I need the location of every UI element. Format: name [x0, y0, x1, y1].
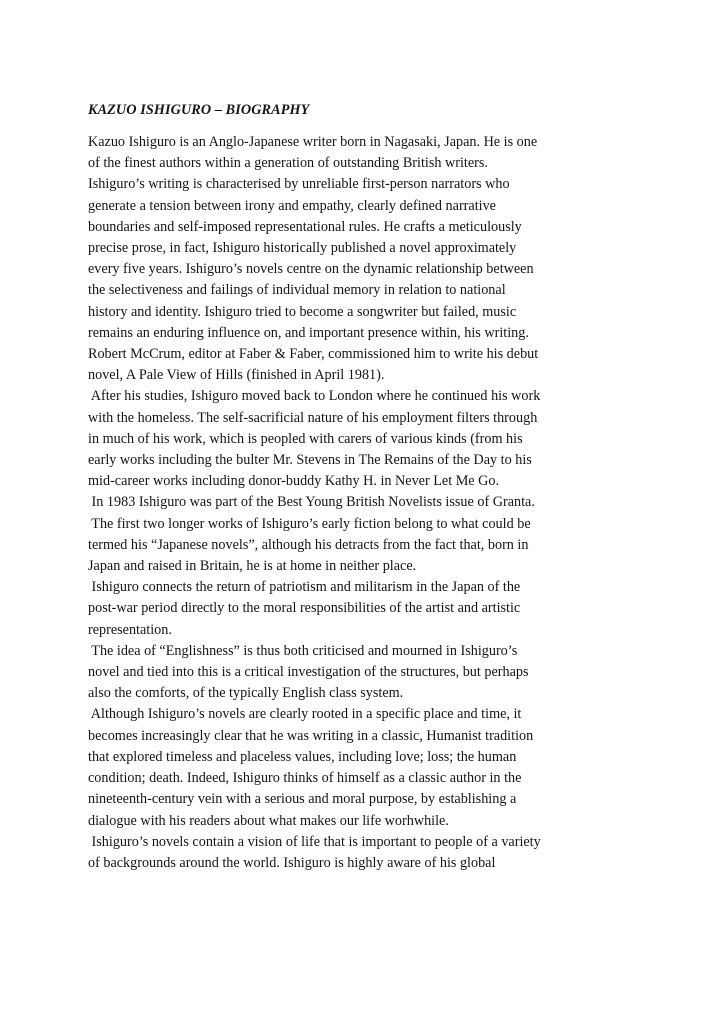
paragraph [88, 492, 648, 513]
text-line: Ishiguro’s writing is characterised by unreliable first-person narrators who [88, 176, 510, 193]
text-line: post-war period directly to the moral responsibilities of the artist and artistic [88, 600, 521, 617]
text-line: Kazuo Ishiguro is an Anglo-Japanese writer born in Nagasaki, Japan. He is one [88, 134, 538, 150]
paragraph [88, 577, 648, 641]
text-line: the selectiveness and failings of individual memory in relation to national [88, 282, 506, 299]
text-line: every five years. Ishiguro’s novels centre on the dynamic relationship between [88, 261, 534, 278]
text-line: that explored timeless and placeless values, including love; loss; the human [88, 748, 517, 765]
text-line: Robert McCrum, editor at Faber & Faber, commissioned him to write his debut [88, 346, 539, 363]
text-line: boundaries and self-imposed representational rules. He crafts a meticulously [88, 218, 522, 235]
document-body [88, 100, 648, 874]
text-line: with the homeless. The self-sacrificial nature of his employment filters through [88, 409, 538, 426]
text-line: of the finest authors within a generation of outstanding British writers. [88, 155, 488, 172]
text-line: in much of his work, which is peopled with carers of various kinds (from his [88, 430, 523, 447]
text-line: After his studies, Ishiguro moved back to London where he continued his work [88, 388, 541, 405]
text-line: remains an enduring influence on, and important presence within, his writing. [88, 324, 529, 341]
text-line: dialogue with his readers about what makes our life worhwhile. [88, 812, 449, 829]
text-line: Ishiguro’s novels contain a vision of life that is important to people of a variety [88, 833, 541, 850]
paragraph [88, 641, 648, 705]
text-line: condition; death. Indeed, Ishiguro thinks of himself as a classic author in the [88, 770, 522, 787]
text-line: Although Ishiguro’s novels are clearly rooted in a specific place and time, it [88, 706, 522, 723]
text-line: nineteenth-century vein with a serious and moral purpose, by establishing a [88, 791, 517, 808]
text-line: early works including the bulter Mr. Stevens in The Remains of the Day to his [88, 452, 532, 469]
paragraph [88, 514, 648, 578]
paragraph [88, 832, 648, 874]
text-line: history and identity. Ishiguro tried to become a songwriter but failed, music [88, 303, 517, 320]
text-line: also the comforts, of the typically English class system. [88, 685, 404, 702]
text-line: precise prose, in fact, Ishiguro historically published a novel approximately [88, 240, 517, 257]
paragraph-container [88, 132, 648, 874]
text-line: novel and tied into this is a critical investigation of the structures, but perhaps [88, 664, 529, 681]
text-line: Ishiguro connects the return of patriotism and militarism in the Japan of the [88, 579, 521, 596]
text-line: representation. [88, 621, 172, 638]
text-line: of backgrounds around the world. Ishiguro is highly aware of his global [88, 854, 496, 871]
text-line: novel, A Pale View of Hills (finished in April 1981). [88, 367, 385, 384]
text-line: mid-career works including donor-buddy Kathy H. in Never Let Me Go. [88, 473, 500, 490]
paragraph [88, 704, 648, 831]
text-line: The idea of “Englishness” is thus both criticised and mourned in Ishiguro’s [88, 642, 518, 659]
text-line: generate a tension between irony and empathy, clearly defined narrative [88, 197, 496, 214]
text-line: The first two longer works of Ishiguro’s early fiction belong to what could be [88, 515, 531, 532]
paragraph [88, 386, 648, 492]
text-line: Japan and raised in Britain, he is at home in neither place. [88, 558, 417, 575]
text-line: becomes increasingly clear that he was writing in a classic, Humanist tradition [88, 727, 534, 744]
text-line: In 1983 Ishiguro was part of the Best Young British Novelists issue of Granta. [88, 494, 535, 511]
text-line: termed his “Japanese novels”, although his detracts from the fact that, born in [88, 536, 529, 553]
paragraph [88, 132, 648, 386]
document-title: KAZUO ISHIGURO – BIOGRAPHY [88, 102, 310, 118]
